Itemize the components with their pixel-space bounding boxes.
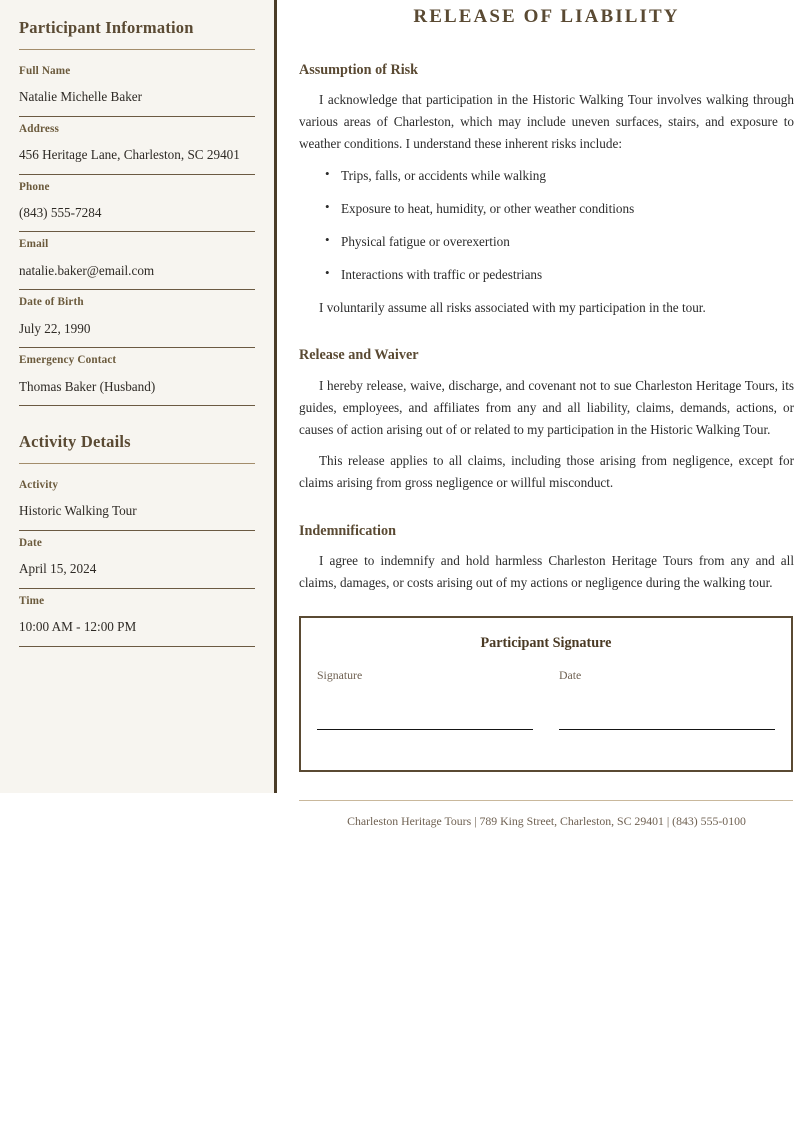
field-value-full-name: Natalie Michelle Baker: [19, 89, 143, 105]
signature-date-label: Date: [559, 668, 582, 683]
field-label-time: Time: [19, 594, 45, 607]
sidebar-heading-participant-information: Participant Information: [19, 18, 255, 50]
field-full-name: [19, 59, 255, 117]
signature-line[interactable]: [317, 729, 533, 730]
field-label-email: Email: [19, 238, 49, 251]
field-activity: [19, 473, 255, 531]
signature-box-spacer: [317, 730, 775, 754]
field-emergency-contact: [19, 348, 255, 406]
participant-sidebar: [0, 0, 277, 793]
sidebar-section-participant-information: [19, 18, 255, 406]
field-value-date-of-birth: July 22, 1990: [19, 320, 91, 336]
main-content: [277, 0, 794, 828]
field-label-emergency-contact: Emergency Contact: [19, 354, 117, 367]
field-label-full-name: Full Name: [19, 64, 71, 77]
indemnification-paragraph-1: I agree to indemnify and hold harmless Charleston Heritage Tours from any and all claims, damages, or costs arising out of my actions or negligence during the walking tour.: [299, 553, 794, 591]
list-item: • Exposure to heat, humidity, or other weather conditions: [325, 198, 794, 219]
field-label-activity: Activity: [19, 478, 59, 491]
signature-date-line[interactable]: [559, 729, 775, 730]
field-value-address: 456 Heritage Lane, Charleston, SC 29401: [19, 147, 240, 163]
signature-label: Signature: [317, 668, 363, 683]
field-label-address: Address: [19, 122, 60, 135]
field-email: [19, 232, 255, 290]
release-and-waiver-paragraph-1: I hereby release, waive, discharge, and covenant not to sue Charleston Heritage Tours, its guides, employees, and affiliates from any and all liability, claims, demands, actions, or causes of action arising out of or related to my participation in the Historic Walking Tour.: [299, 377, 794, 438]
field-value-activity: Historic Walking Tour: [19, 503, 137, 519]
footer-divider: [299, 800, 793, 801]
signature-box: [299, 616, 793, 771]
field-value-email: natalie.baker@email.com: [19, 262, 155, 278]
signature-row: [317, 668, 775, 729]
field-phone: [19, 175, 255, 233]
sidebar-section-activity-details: [19, 432, 255, 646]
signature-box-title: Participant Signature: [480, 635, 612, 652]
list-item: • Trips, falls, or accidents while walking: [325, 165, 794, 186]
section-heading-indemnification: Indemnification: [299, 522, 396, 539]
assumption-of-risk-intro: I acknowledge that participation in the Historic Walking Tour involves walking through various areas of Charleston, which may include uneven surfaces, stairs, and exposure to weather conditions. I understand these inherent risks include:: [299, 92, 794, 152]
field-value-phone: (843) 555-7284: [19, 205, 102, 221]
field-date: [19, 531, 255, 589]
field-value-emergency-contact: Thomas Baker (Husband): [19, 378, 156, 394]
field-label-date: Date: [19, 536, 42, 549]
field-address: [19, 117, 255, 175]
field-date-of-birth: [19, 290, 255, 348]
footer-text: Charleston Heritage Tours | 789 King Street, Charleston, SC 29401 | (843) 555-0100: [347, 813, 746, 828]
signature-field-date: [559, 668, 775, 729]
list-item: • Interactions with traffic or pedestrians: [325, 264, 794, 285]
assumption-of-risk-closing: I voluntarily assume all risks associated with my participation in the tour.: [319, 300, 706, 316]
document-title: RELEASE OF LIABILITY: [413, 6, 680, 27]
sidebar-heading-activity-details: Activity Details: [19, 432, 255, 464]
field-value-time: 10:00 AM - 12:00 PM: [19, 619, 137, 635]
section-heading-assumption-of-risk: Assumption of Risk: [299, 61, 419, 78]
list-item: • Physical fatigue or overexertion: [325, 231, 794, 252]
risk-list: [299, 165, 794, 286]
field-value-date: April 15, 2024: [19, 561, 97, 577]
field-label-phone: Phone: [19, 180, 50, 193]
section-heading-release-and-waiver: Release and Waiver: [299, 347, 419, 364]
field-label-date-of-birth: Date of Birth: [19, 296, 84, 309]
release-and-waiver-paragraph-2: This release applies to all claims, including those arising from negligence, except for claims arising from gross negligence or willful misconduct.: [299, 453, 794, 491]
field-time: [19, 589, 255, 647]
signature-field-signature: [317, 668, 533, 729]
